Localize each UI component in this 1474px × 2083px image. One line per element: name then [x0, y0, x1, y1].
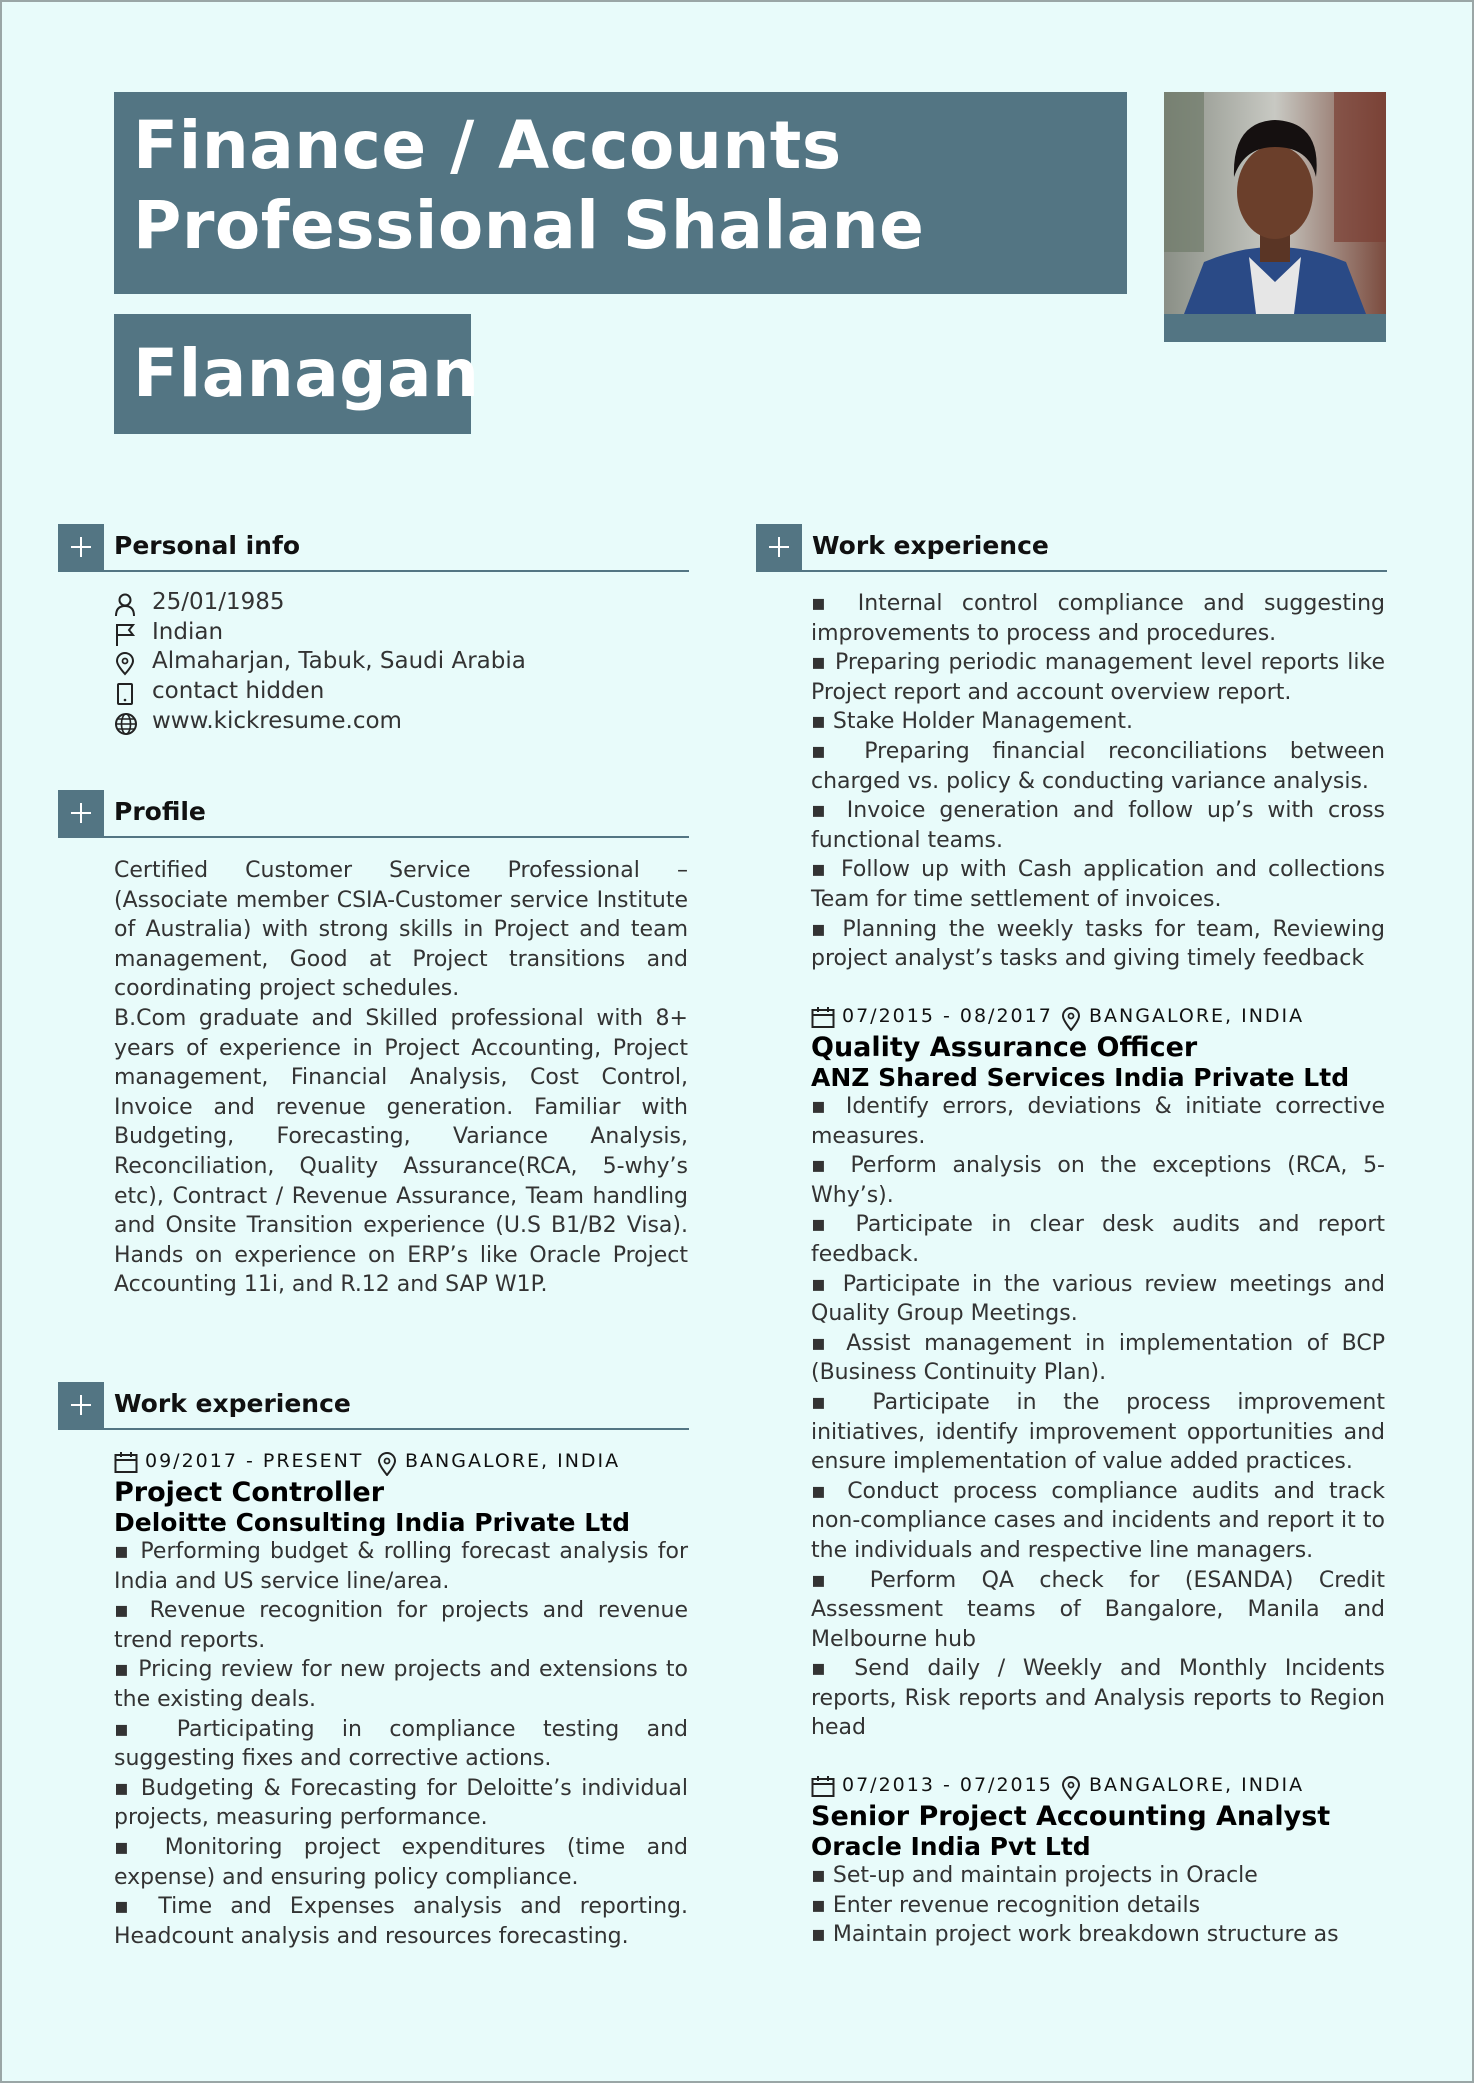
bullet-item: ▪ Preparing financial reconciliations between charged vs. policy & conducting variance analysis.	[811, 737, 1385, 796]
location-pin-icon	[377, 1452, 397, 1476]
bullet-item: ▪ Maintain project work breakdown structure as	[811, 1920, 1385, 1950]
plus-icon	[58, 790, 104, 836]
job-location: BANGALORE, INDIA	[405, 1450, 621, 1472]
bullet-item: ▪ Perform QA check for (ESANDA) Credit Assessment teams of Bangalore, Manila and Melbourne hub	[811, 1566, 1385, 1655]
nationality: Indian	[152, 619, 224, 645]
bullet-item: ▪ Identify errors, deviations & initiate corrective measures.	[811, 1092, 1385, 1151]
job-bullets	[114, 1537, 688, 1951]
profile-header	[58, 790, 689, 838]
job-dates: 09/2017 - PRESENT	[145, 1450, 364, 1472]
company-name: ANZ Shared Services India Private Ltd	[811, 1063, 1350, 1092]
website[interactable]: www.kickresume.com	[152, 708, 402, 734]
job-title: Project Controller	[114, 1477, 385, 1508]
personal-info-title: Personal info	[114, 531, 301, 560]
contact: contact hidden	[152, 678, 325, 704]
phone-icon	[114, 682, 136, 706]
bullet-item: ▪ Invoice generation and follow up’s with cross functional teams.	[811, 796, 1385, 855]
portrait-image	[1164, 92, 1386, 342]
plus-icon	[756, 524, 802, 570]
bullet-item: ▪ Participating in compliance testing and suggesting fixes and corrective actions.	[114, 1715, 688, 1774]
work-experience-title: Work experience	[114, 1389, 351, 1418]
job-dates: 07/2015 - 08/2017	[842, 1005, 1053, 1027]
work-experience-header-left	[58, 1382, 689, 1430]
job-meta	[811, 1774, 1391, 1802]
job-location: BANGALORE, INDIA	[1089, 1774, 1305, 1796]
bullet-item: ▪ Conduct process compliance audits and track non-compliance cases and incidents and report it to the individuals and respective line managers.	[811, 1477, 1385, 1566]
job-meta	[811, 1005, 1391, 1033]
location-pin-icon	[1061, 1007, 1081, 1031]
personal-info-header	[58, 524, 689, 572]
job-title: Quality Assurance Officer	[811, 1032, 1198, 1063]
calendar-icon	[811, 1776, 835, 1798]
bullet-item: ▪ Participate in clear desk audits and report feedback.	[811, 1210, 1385, 1269]
bullet-item: ▪ Enter revenue recognition details	[811, 1891, 1385, 1921]
bullet-item: ▪ Follow up with Cash application and collections Team for time settlement of invoices.	[811, 855, 1385, 914]
flag-icon	[114, 623, 136, 647]
bullet-item: ▪ Revenue recognition for projects and revenue trend reports.	[114, 1596, 688, 1655]
profile-paragraph-2: B.Com graduate and Skilled professional with 8+ years of experience in Project Accounting, Project management, Financial Analysis, Cost Control, Invoice and revenue generation. Familiar with Budgeting, Forecasting, Variance Analysis, Reconciliation, Quality Assurance(RCA, 5-why’s etc), Contract / Revenue Assurance, Team handling and Onsite Transition experience (U.S B1/B2 Visa). Hands on experience on ERP’s like Oracle Project Accounting 11i, and R.12 and SAP W1P.	[114, 1006, 688, 1298]
title-line-3: Flanagan	[133, 335, 480, 412]
bullet-item: ▪ Time and Expenses analysis and reporting. Headcount analysis and resources forecasting.	[114, 1892, 688, 1951]
bullet-item: ▪ Performing budget & rolling forecast analysis for India and US service line/area.	[114, 1537, 688, 1596]
bullet-item: ▪ Participate in the various review meetings and Quality Group Meetings.	[811, 1270, 1385, 1329]
job-dates: 07/2013 - 07/2015	[842, 1774, 1053, 1796]
job-bullets	[811, 1092, 1385, 1743]
profile-photo	[1164, 92, 1386, 342]
job-title: Senior Project Accounting Analyst	[811, 1801, 1331, 1832]
address: Almaharjan, Tabuk, Saudi Arabia	[152, 648, 526, 674]
bullet-item: ▪ Pricing review for new projects and extensions to the existing deals.	[114, 1655, 688, 1714]
bullet-item: ▪ Stake Holder Management.	[811, 707, 1385, 737]
bullet-item: ▪ Monitoring project expenditures (time and expense) and ensuring policy compliance.	[114, 1833, 688, 1892]
bullet-item: ▪ Assist management in implementation of BCP (Business Continuity Plan).	[811, 1329, 1385, 1388]
title-banner-name	[114, 314, 480, 434]
continued-bullets	[811, 589, 1385, 974]
profile-title: Profile	[114, 797, 206, 826]
calendar-icon	[811, 1007, 835, 1029]
title-banner	[114, 92, 1127, 294]
person-icon	[114, 593, 136, 617]
globe-icon	[114, 712, 138, 736]
profile-paragraph-1: Certified Customer Service Professional – (Associate member CSIA-Customer service Institute of Australia) with strong skills in Project and team management, Good at Project transitions and coordinating project schedules.	[114, 858, 688, 1002]
job-meta	[114, 1450, 694, 1478]
bullet-item: ▪ Planning the weekly tasks for team, Reviewing project analyst’s tasks and giving timely feedback	[811, 915, 1385, 974]
bullet-item: ▪ Preparing periodic management level reports like Project report and account overview report.	[811, 648, 1385, 707]
title-line-2: Professional Shalane	[133, 187, 925, 264]
bullet-item: ▪ Internal control compliance and suggesting improvements to process and procedures.	[811, 589, 1385, 648]
plus-icon	[58, 524, 104, 570]
plus-icon	[58, 1382, 104, 1428]
company-name: Oracle India Pvt Ltd	[811, 1832, 1091, 1861]
bullet-item: ▪ Perform analysis on the exceptions (RCA, 5-Why’s).	[811, 1151, 1385, 1210]
bullet-item: ▪ Budgeting & Forecasting for Deloitte’s individual projects, measuring performance.	[114, 1774, 688, 1833]
company-name: Deloitte Consulting India Private Ltd	[114, 1508, 630, 1537]
bullet-item: ▪ Set-up and maintain projects in Oracle	[811, 1861, 1385, 1891]
location-pin-icon	[1061, 1776, 1081, 1800]
bullet-item: ▪ Send daily / Weekly and Monthly Incidents reports, Risk reports and Analysis reports to Region head	[811, 1654, 1385, 1743]
work-experience-title: Work experience	[812, 531, 1049, 560]
bullet-item: ▪ Participate in the process improvement initiatives, identify improvement opportunities and ensure implementation of value added practices.	[811, 1388, 1385, 1477]
job-location: BANGALORE, INDIA	[1089, 1005, 1305, 1027]
title-line-1: Finance / Accounts	[133, 107, 842, 184]
location-pin-icon	[114, 652, 136, 676]
birth-date: 25/01/1985	[152, 589, 285, 615]
work-experience-header-right	[756, 524, 1387, 572]
job-bullets	[811, 1861, 1385, 1950]
calendar-icon	[114, 1452, 138, 1474]
